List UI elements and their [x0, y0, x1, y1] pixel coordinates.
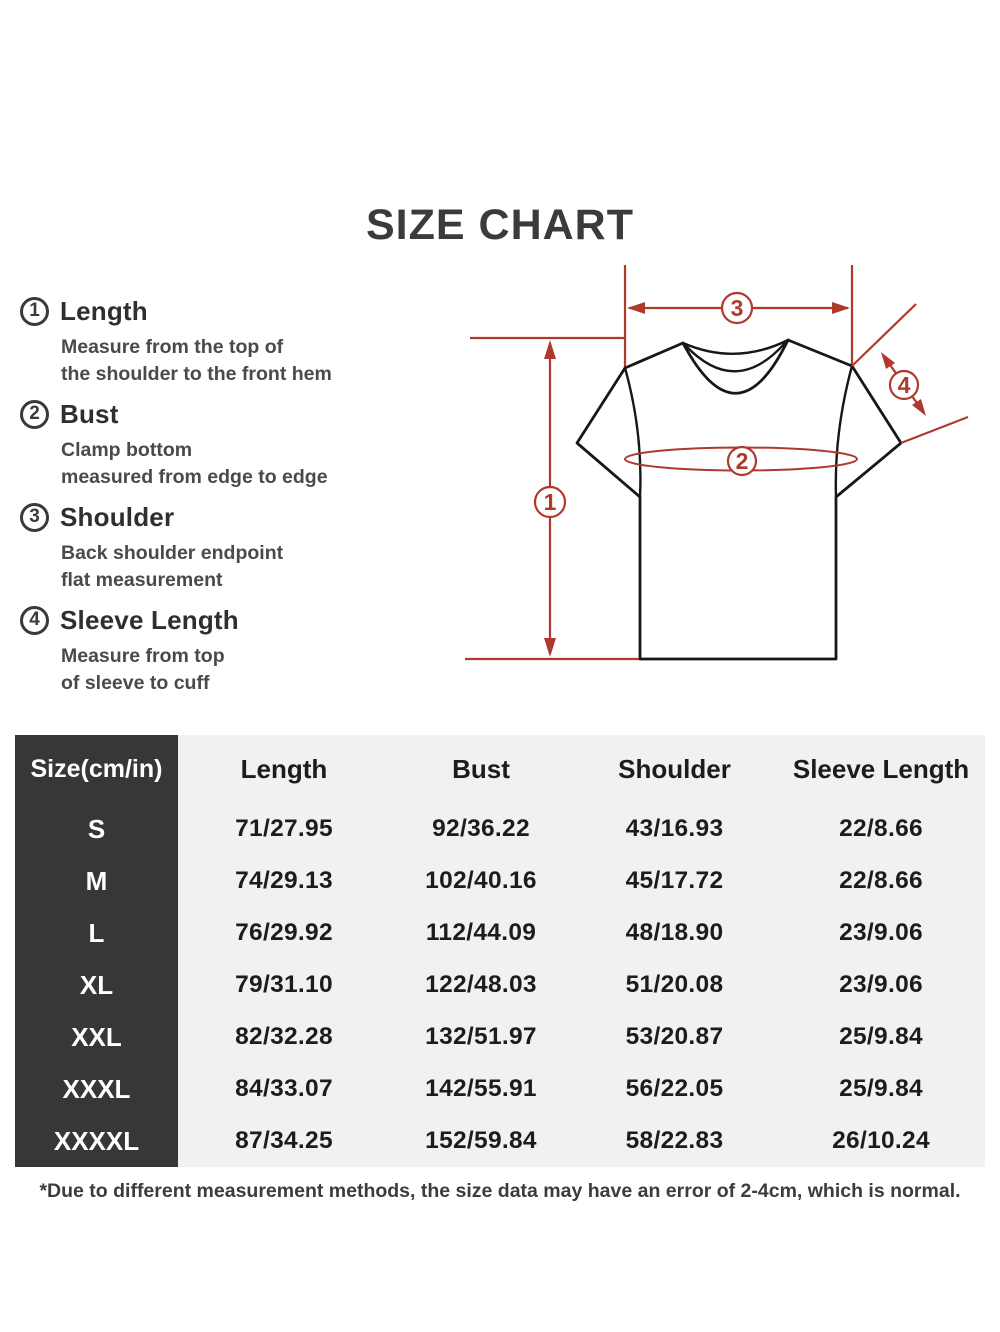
measurement-definition — [20, 396, 450, 490]
value-cell-bust: 122/48.03 — [425, 971, 537, 998]
definition-description-line1: Back shoulder endpoint — [61, 542, 284, 564]
measurement-definition — [20, 499, 450, 593]
value-cell-bust: 132/51.97 — [425, 1023, 537, 1050]
definition-description-line2: measured from edge to edge — [61, 465, 328, 488]
value-cell-sleeve-length: 22/8.66 — [839, 867, 923, 894]
measurement-definition — [20, 293, 450, 387]
tshirt-measurement-diagram — [440, 255, 1000, 680]
definition-heading — [20, 499, 450, 535]
column-header-shoulder: Shoulder — [618, 753, 731, 784]
value-cell-bust: 142/55.91 — [425, 1075, 537, 1102]
value-cell-length: 74/29.13 — [235, 867, 333, 894]
marker-1: 1 — [543, 489, 557, 515]
definition-heading — [20, 293, 450, 329]
value-cell-bust: 152/59.84 — [425, 1127, 537, 1154]
value-cell-length: 79/31.10 — [235, 971, 333, 998]
value-cell-length: 71/27.95 — [235, 815, 333, 842]
column-header-length: Length — [240, 753, 328, 784]
definition-description — [61, 437, 450, 490]
definition-description — [61, 334, 450, 387]
value-cell-bust: 102/40.16 — [425, 867, 537, 894]
value-cell-shoulder: 58/22.83 — [625, 1127, 724, 1154]
marker-3: 3 — [730, 295, 744, 321]
definition-label: Shoulder — [60, 501, 175, 532]
definition-heading — [20, 396, 450, 432]
value-cell-bust: 112/44.09 — [425, 919, 537, 946]
circled-number-icon: 2 — [20, 400, 49, 429]
value-cell-sleeve-length: 22/8.66 — [839, 815, 923, 842]
size-cell: XXL — [15, 1011, 178, 1063]
size-cell: XXXL — [15, 1063, 178, 1115]
value-cell-length: 82/32.28 — [235, 1023, 333, 1050]
circled-number-icon: 1 — [20, 297, 49, 326]
value-cell-shoulder: 51/20.08 — [625, 971, 724, 998]
definitions — [20, 293, 450, 705]
value-cell-length: 76/29.92 — [235, 919, 333, 946]
size-cell: XXXXL — [15, 1115, 178, 1167]
column-header-bust: Bust — [452, 753, 510, 784]
definition-description-line2: the shoulder to the front hem — [61, 362, 332, 385]
value-cell-bust: 92/36.22 — [432, 815, 530, 842]
value-cell-shoulder: 53/20.87 — [625, 1023, 724, 1050]
definition-description-line1: Measure from top — [61, 645, 225, 667]
corner-header: Size(cm/in) — [15, 735, 178, 803]
value-cell-sleeve-length: 25/9.84 — [839, 1075, 923, 1102]
value-cell-sleeve-length: 23/9.06 — [839, 919, 923, 946]
marker-4: 4 — [897, 372, 911, 398]
definition-label: Bust — [60, 398, 119, 429]
definition-description-line1: Measure from the top of — [61, 336, 284, 358]
marker-2: 2 — [735, 448, 749, 474]
column-header-sleeve-length: Sleeve Length — [792, 753, 970, 784]
circled-number-icon: 3 — [20, 503, 49, 532]
size-cell: S — [15, 803, 178, 855]
value-cell-sleeve-length: 26/10.24 — [832, 1127, 930, 1154]
circled-number-icon: 4 — [20, 606, 49, 635]
value-cell-shoulder: 48/18.90 — [625, 919, 724, 946]
definition-heading — [20, 602, 450, 638]
definition-label: Sleeve Length — [60, 604, 239, 635]
measurement-definition — [20, 602, 450, 696]
value-cell-shoulder: 45/17.72 — [625, 867, 724, 894]
value-cell-length: 87/34.25 — [235, 1127, 333, 1154]
footnote: *Due to different measurement methods, the size data may have an error of 2-4cm, which is normal. — [39, 1180, 961, 1202]
value-cell-length: 84/33.07 — [235, 1075, 333, 1102]
value-cell-shoulder: 43/16.93 — [625, 815, 724, 842]
value-cell-sleeve-length: 25/9.84 — [839, 1023, 923, 1050]
value-cell-shoulder: 56/22.05 — [625, 1075, 724, 1102]
tshirt-outline — [577, 340, 901, 659]
definition-description — [61, 540, 450, 593]
page-title: SIZE CHART — [366, 201, 634, 249]
definition-label: Length — [60, 295, 148, 326]
value-cell-sleeve-length: 23/9.06 — [839, 971, 923, 998]
size-cell: L — [15, 907, 178, 959]
size-cell: M — [15, 855, 178, 907]
definition-description-line2: flat measurement — [61, 568, 223, 591]
size-cell: XL — [15, 959, 178, 1011]
size-table — [15, 735, 985, 1167]
definition-description — [61, 643, 450, 696]
definition-description-line2: of sleeve to cuff — [61, 671, 210, 694]
definition-description-line1: Clamp bottom — [61, 439, 193, 461]
